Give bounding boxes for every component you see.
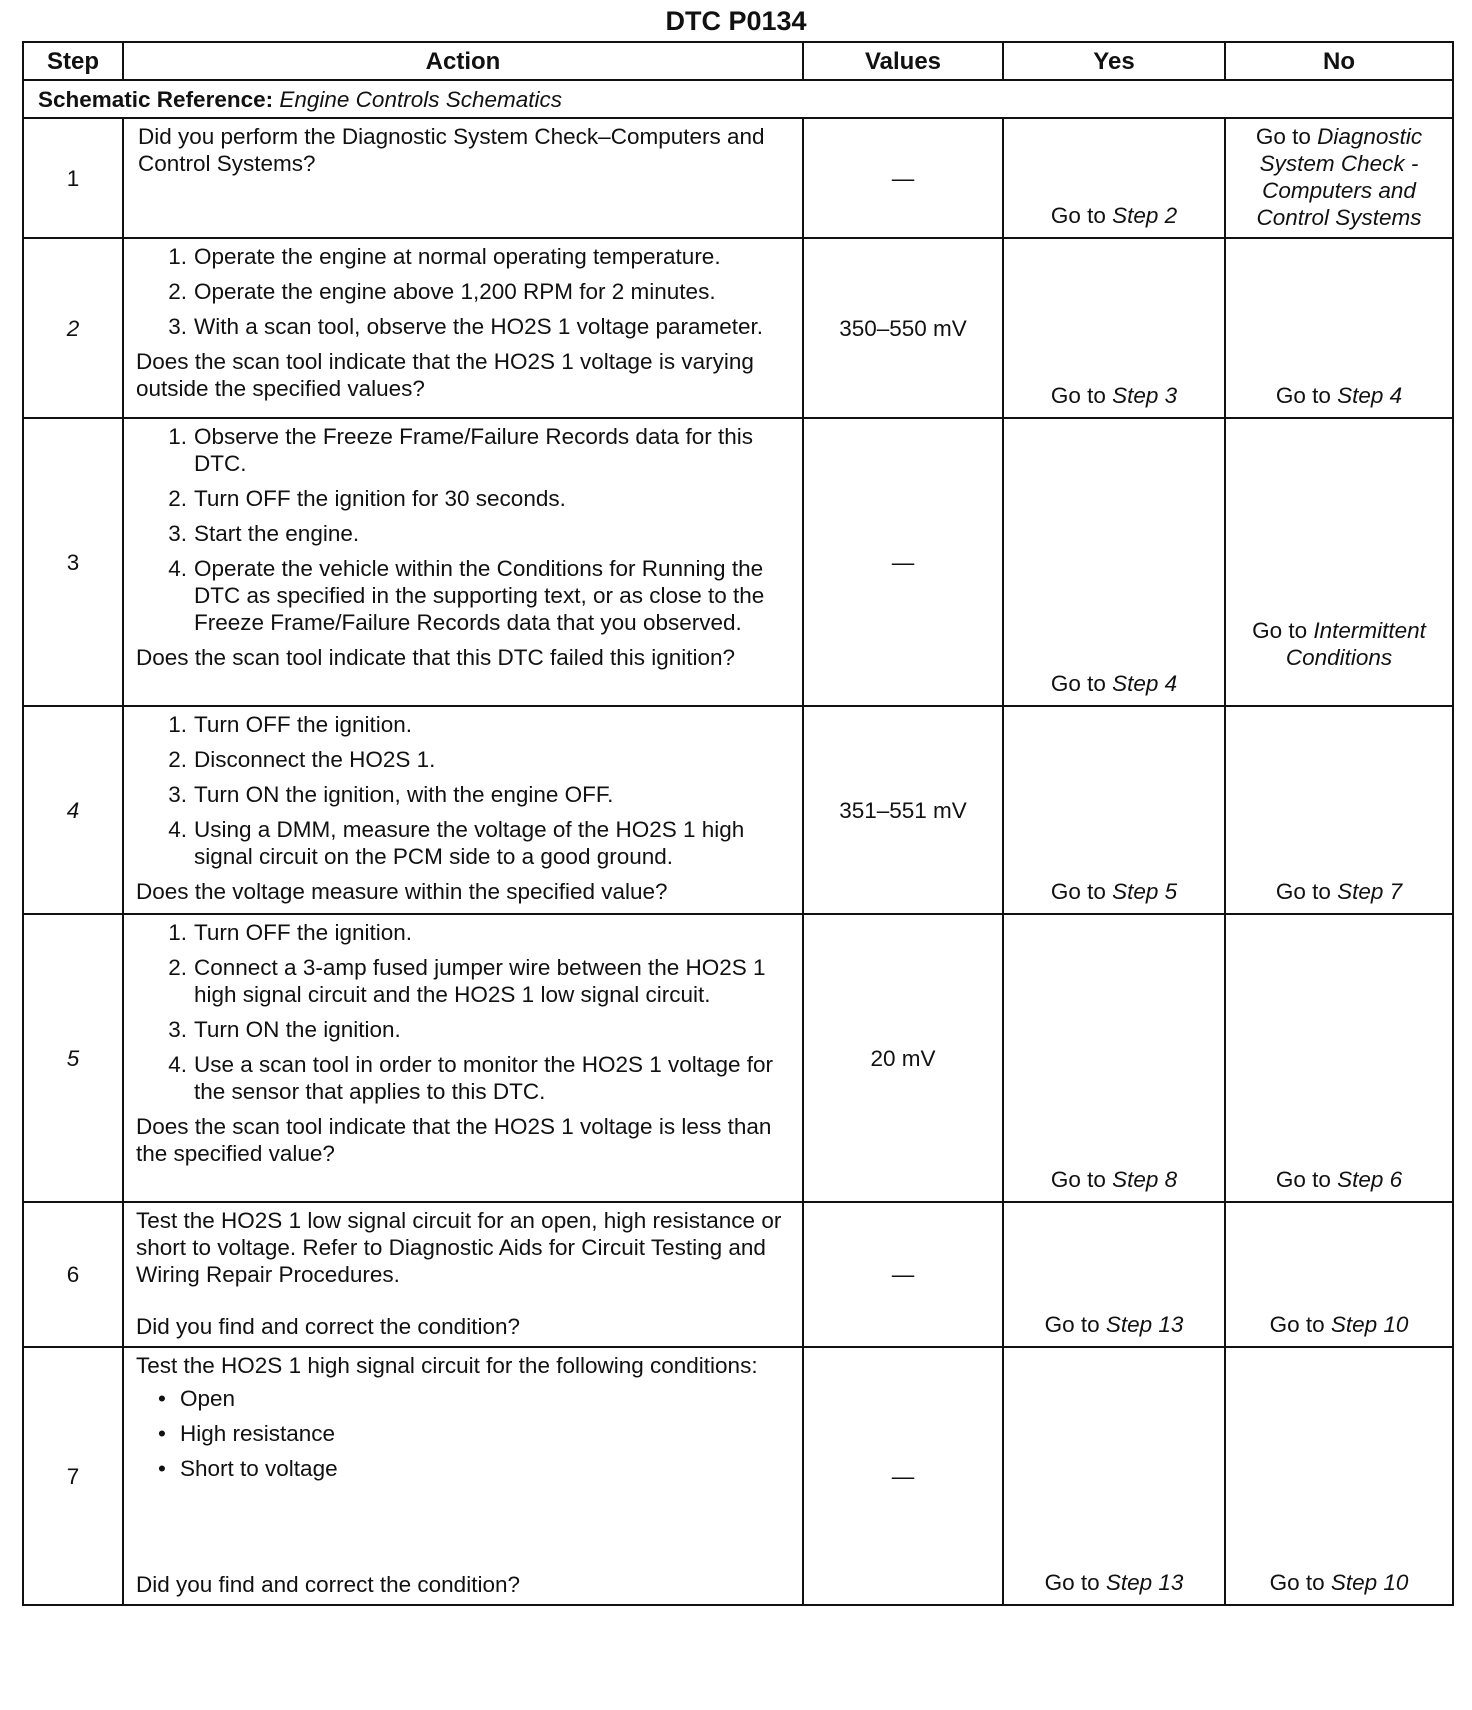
yes-target: Step 13 <box>1105 1312 1184 1337</box>
action-step: 3. With a scan tool, observe the HO2S 1 voltage parameter. <box>168 314 764 339</box>
action-steps <box>136 711 792 870</box>
yes-target: Step 2 <box>1112 203 1178 228</box>
step-number: 2 <box>23 238 123 418</box>
step-number: 4 <box>23 706 123 914</box>
no-prefix: Go to <box>1255 124 1318 149</box>
value-cell: 350–550 mV <box>803 238 1003 418</box>
action-step: 4. Operate the vehicle within the Conditions for Running the DTC as specified in the supporting text, or as close to the Freeze Frame/Failure Records data that you observed. <box>168 556 765 635</box>
no-target: Intermittent <box>1313 618 1426 643</box>
no-cell <box>1225 118 1453 238</box>
action-steps <box>136 919 792 1105</box>
schematic-row <box>23 80 1453 118</box>
list-item: • High resistance <box>136 1420 792 1447</box>
action-question: Did you perform the Diagnostic System Check–Computers and Control Systems? <box>138 124 765 176</box>
value-cell: — <box>803 1347 1003 1605</box>
no-cell: Go to Intermittent Conditions <box>1225 418 1453 706</box>
action-cell <box>123 1347 803 1605</box>
action-steps <box>136 243 792 340</box>
no-cell: Go to Step 7 <box>1225 706 1453 914</box>
yes-cell: Go to Step 13 <box>1003 1202 1225 1347</box>
no-target: Step 7 <box>1337 879 1403 904</box>
list-item: • Open <box>136 1385 792 1412</box>
yes-cell: Go to Step 3 <box>1003 238 1225 418</box>
value-cell: — <box>803 118 1003 238</box>
action-cell <box>123 914 803 1202</box>
yes-cell <box>1003 118 1225 238</box>
value-cell: 20 mV <box>803 914 1003 1202</box>
table-row <box>23 118 1453 238</box>
yes-prefix: Go to <box>1050 203 1106 228</box>
action-steps <box>136 423 792 636</box>
no-target-line: Control Systems <box>1256 205 1422 230</box>
action-cell <box>123 238 803 418</box>
yes-cell: Go to Step 4 <box>1003 418 1225 706</box>
action-text: Test the HO2S 1 low signal circuit for an open, high resistance or short to voltage. Refer to Diagnostic Aids for Circuit Testing and Wiring Repair Procedures. <box>136 1208 782 1287</box>
no-target-line: Conditions <box>1285 645 1393 670</box>
value-cell: 351–551 mV <box>803 706 1003 914</box>
no-target-line: System Check - <box>1259 151 1419 176</box>
action-step: 1. Turn OFF the ignition. <box>168 712 413 737</box>
action-question: Does the scan tool indicate that this DTC failed this ignition? <box>136 645 736 670</box>
table-row <box>23 914 1453 1202</box>
no-target: Step 4 <box>1337 383 1403 408</box>
action-step: 3. Turn ON the ignition, with the engine OFF. <box>168 782 614 807</box>
schematic-reference <box>23 80 1453 118</box>
schematic-link: Engine Controls Schematics <box>279 86 563 112</box>
action-step: 2. Disconnect the HO2S 1. <box>168 747 436 772</box>
no-cell: Go to Step 10 <box>1225 1202 1453 1347</box>
table-row <box>23 238 1453 418</box>
header-yes: Yes <box>1003 42 1225 80</box>
no-target: Diagnostic <box>1317 124 1423 149</box>
header-row <box>23 42 1453 80</box>
yes-target: Step 3 <box>1112 383 1178 408</box>
action-step: 3. Turn ON the ignition. <box>168 1017 401 1042</box>
step-number: 1 <box>23 118 123 238</box>
yes-target: Step 8 <box>1112 1167 1178 1192</box>
no-target: Step 10 <box>1330 1570 1409 1595</box>
step-number: 6 <box>23 1202 123 1347</box>
table-row <box>23 1202 1453 1347</box>
action-step: 3. Start the engine. <box>168 521 360 546</box>
yes-cell: Go to Step 5 <box>1003 706 1225 914</box>
no-cell: Go to Step 10 <box>1225 1347 1453 1605</box>
action-step: 4. Use a scan tool in order to monitor the HO2S 1 voltage for the sensor that applies to this DTC. <box>168 1052 774 1104</box>
action-cell <box>123 706 803 914</box>
no-target-line: Computers and <box>1262 178 1416 203</box>
action-question: Does the scan tool indicate that the HO2S 1 voltage is less than the specified value? <box>136 1114 772 1166</box>
table-row <box>23 418 1453 706</box>
yes-target: Step 5 <box>1112 879 1178 904</box>
action-step: 4. Using a DMM, measure the voltage of the HO2S 1 high signal circuit on the PCM side to a good ground. <box>168 817 745 869</box>
action-cell <box>123 1202 803 1347</box>
page-title: DTC P0134 <box>665 6 807 36</box>
condition-list <box>136 1385 792 1482</box>
yes-target: Step 13 <box>1105 1570 1184 1595</box>
header-no: No <box>1225 42 1453 80</box>
table-row <box>23 706 1453 914</box>
action-step: 2. Turn OFF the ignition for 30 seconds. <box>168 486 566 511</box>
no-cell: Go to Step 6 <box>1225 914 1453 1202</box>
diagnostic-table <box>22 41 1454 1606</box>
action-step: 2. Connect a 3-amp fused jumper wire between the HO2S 1 high signal circuit and the HO2S 1 low signal circuit. <box>168 955 766 1007</box>
list-item: • Short to voltage <box>136 1455 792 1482</box>
action-step: 2. Operate the engine above 1,200 RPM for 2 minutes. <box>168 279 716 304</box>
header-action: Action <box>123 42 803 80</box>
step-number: 7 <box>23 1347 123 1605</box>
no-target: Step 10 <box>1330 1312 1409 1337</box>
table-row <box>23 1347 1453 1605</box>
header-step: Step <box>23 42 123 80</box>
step-number: 3 <box>23 418 123 706</box>
step-number: 5 <box>23 914 123 1202</box>
no-target: Step 6 <box>1337 1167 1403 1192</box>
action-question: Does the scan tool indicate that the HO2S 1 voltage is varying outside the specified values? <box>136 349 754 401</box>
yes-cell: Go to Step 13 <box>1003 1347 1225 1605</box>
value-cell: — <box>803 418 1003 706</box>
yes-cell: Go to Step 8 <box>1003 914 1225 1202</box>
action-text: Test the HO2S 1 high signal circuit for the following conditions: <box>136 1353 758 1378</box>
value-cell: — <box>803 1202 1003 1347</box>
action-question: Did you find and correct the condition? <box>136 1314 520 1339</box>
action-question: Does the voltage measure within the specified value? <box>136 879 668 904</box>
action-step: 1. Turn OFF the ignition. <box>168 920 413 945</box>
schematic-label: Schematic Reference: <box>38 86 274 112</box>
header-values: Values <box>803 42 1003 80</box>
no-cell: Go to Step 4 <box>1225 238 1453 418</box>
action-question: Did you find and correct the condition? <box>136 1572 520 1597</box>
action-cell <box>123 118 803 238</box>
yes-target: Step 4 <box>1112 671 1178 696</box>
action-step: 1. Observe the Freeze Frame/Failure Records data for this DTC. <box>168 424 753 476</box>
action-step: 1. Operate the engine at normal operating temperature. <box>168 244 721 269</box>
action-cell <box>123 418 803 706</box>
